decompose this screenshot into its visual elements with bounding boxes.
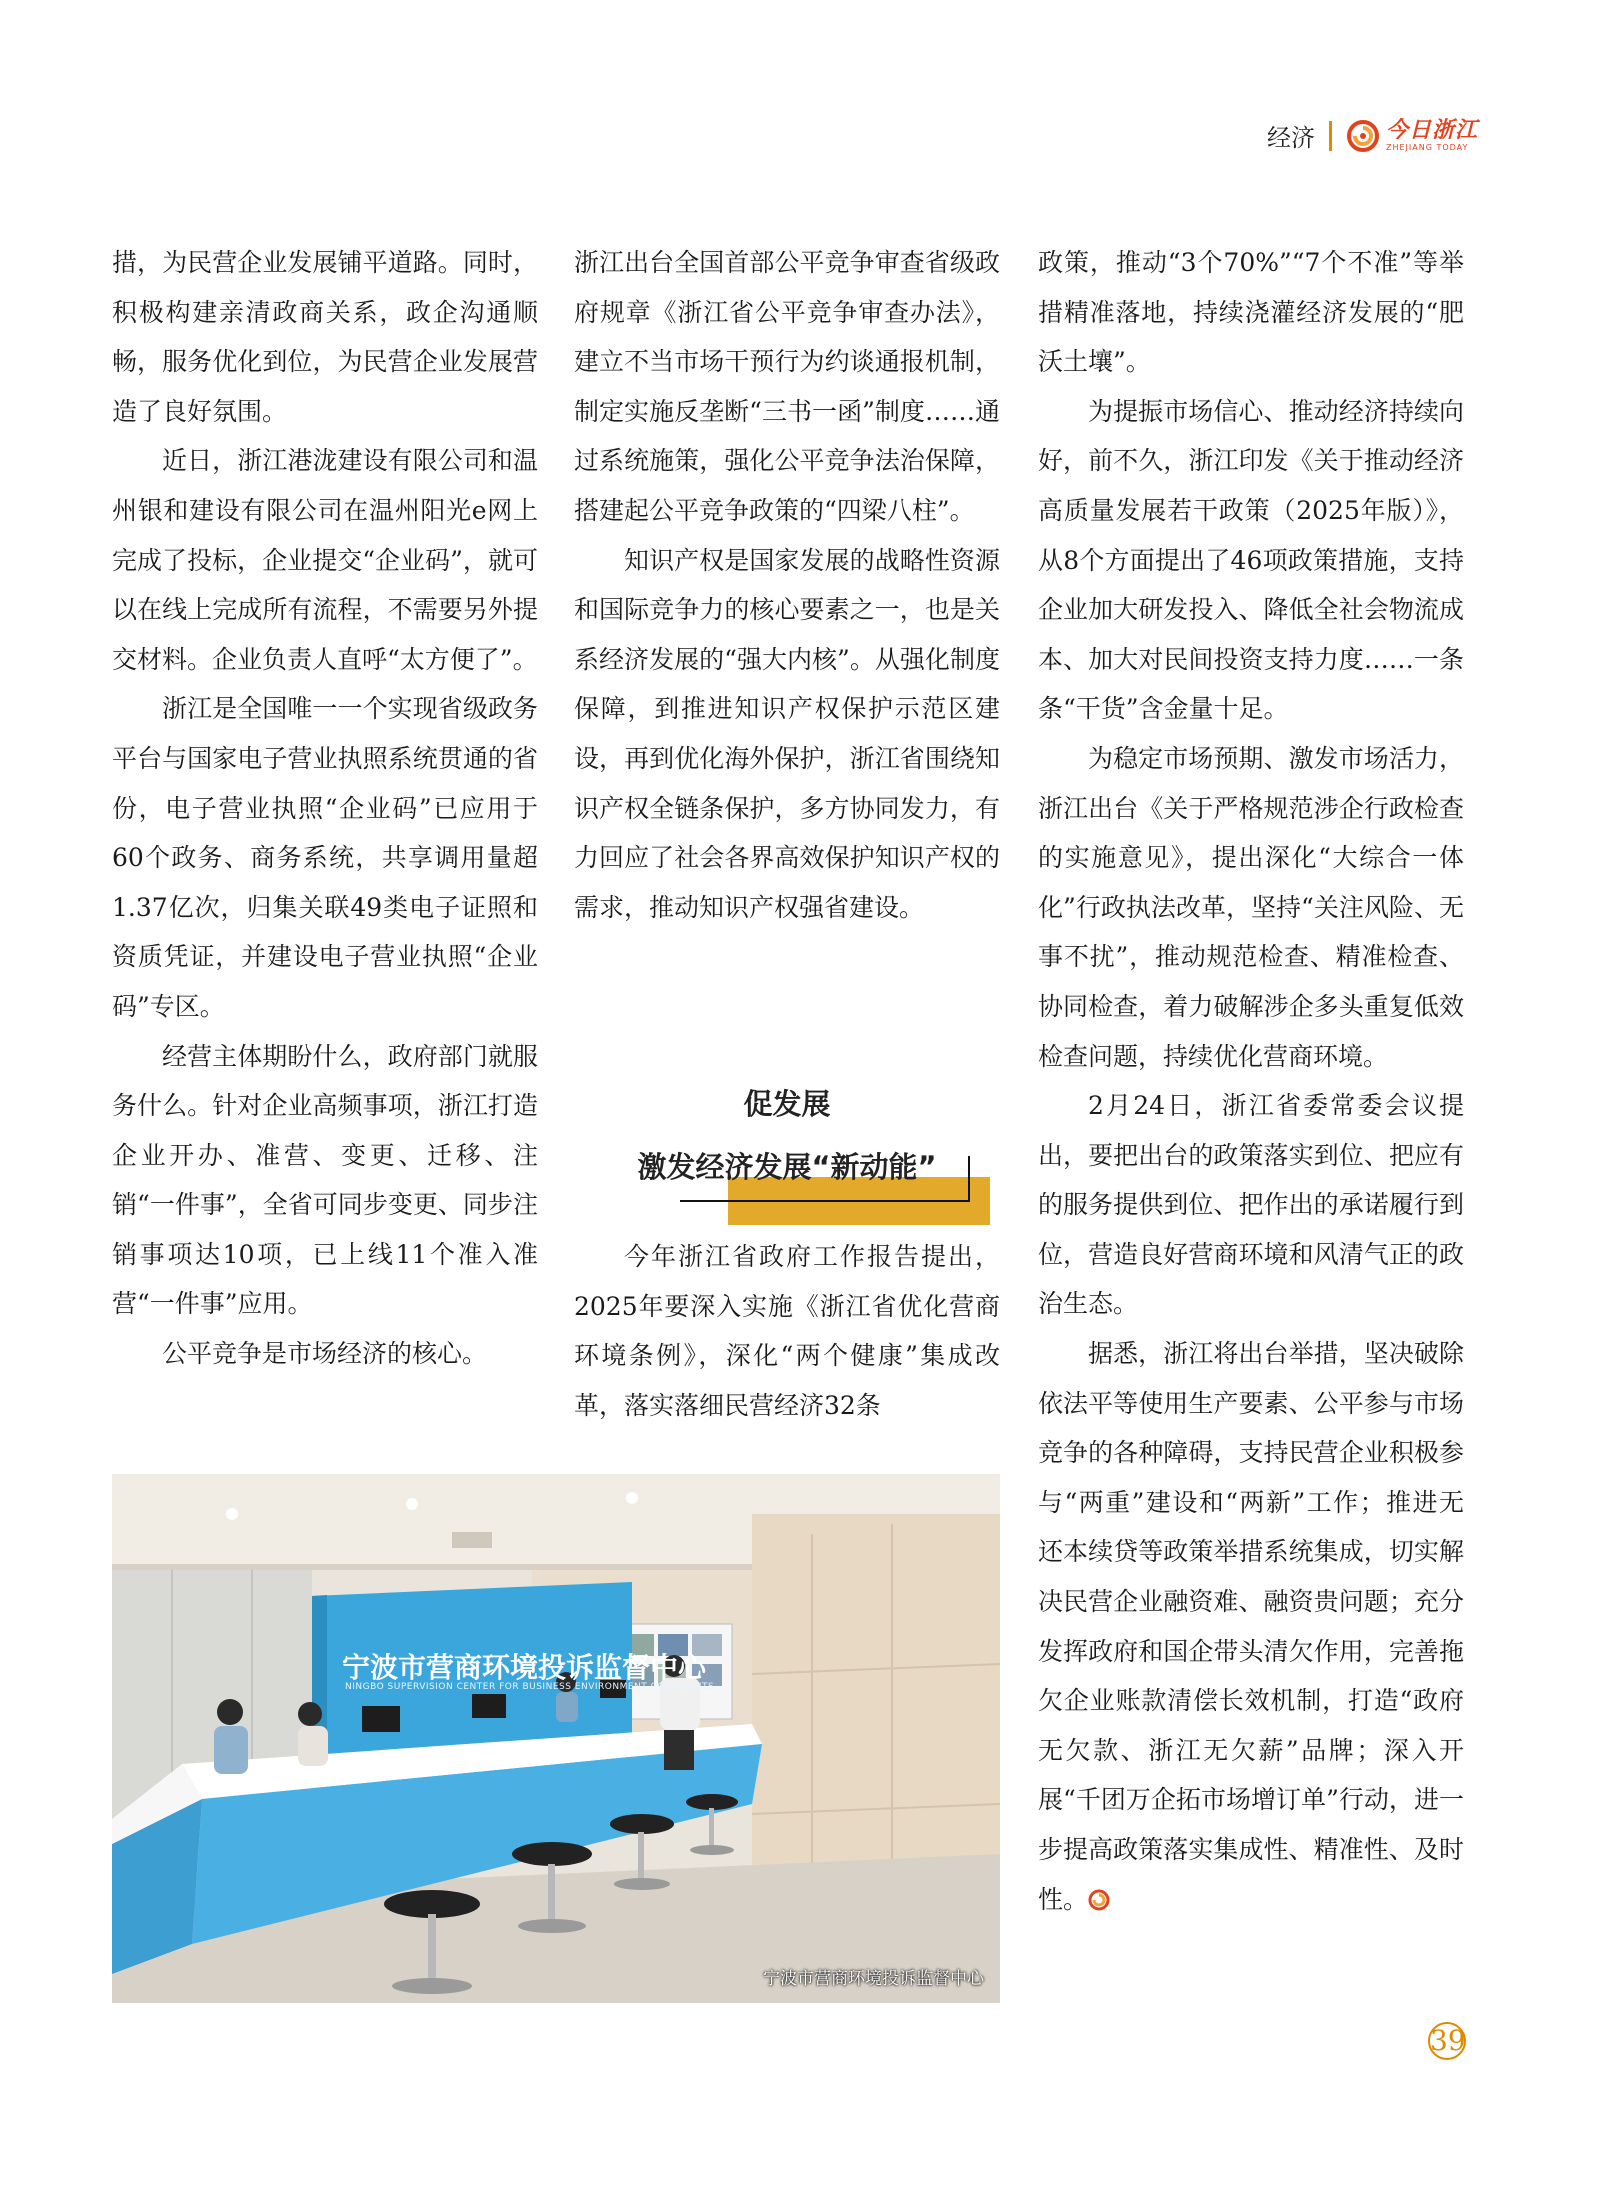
end-mark-icon — [1088, 1889, 1110, 1911]
paragraph: 近日，浙江港泷建设有限公司和温州银和建设有限公司在温州阳光e网上完成了投标，企业提交“企业码”，就可以在线上完成所有流程，不需要另外提交材料。企业负责人直呼“太方便了”。 — [112, 446, 538, 674]
paragraph: 今年浙江省政府工作报告提出，2025年要深入实施《浙江省优化营商环境条例》，深化“两个健康”集成改革，落实落细民营经济32条 — [574, 1242, 1000, 1420]
photo-sign-text: 宁波市营商环境投诉监督中心 — [342, 1651, 707, 1684]
heading-kicker: 促发展 — [743, 1087, 831, 1121]
heading-title: 激发经济发展“新动能” — [637, 1150, 937, 1184]
photo-sign-english: NINGBO SUPERVISION CENTER FOR BUSINESS ENVIRONMENT COMPLAINTS — [345, 1682, 715, 1692]
paragraph-text: 据悉，浙江将出台举措，坚决破除依法平等使用生产要素、公平参与市场竞争的各种障碍，支持民营企业积极参与“两重”建设和“两新”工作；推进无还本续贷等政策举措系统集成，切实解决民营企业融资难、融资贵问题；充分发挥政府和国企带头清欠作用，完善拖欠企业账款清偿长效机制，打造“政府无欠款、浙江无欠薪”品牌；深入开展“千团万企拓市场增订单”行动，进一步提高政策落实集成性、精准性、及时性。 — [1038, 1339, 1464, 1914]
paragraph: 经营主体期盼什么，政府部门就服务什么。针对企业高频事项，浙江打造企业开办、准营、变更、迁移、注销“一件事”，全省可同步变更、同步注销事项达10项，已上线11个准入准营“一件事”应用。 — [112, 1041, 538, 1319]
logo-subtext: ZHEJIANG TODAY — [1385, 142, 1469, 152]
office-photo — [112, 1474, 1000, 2003]
page-number: 39 — [1428, 2022, 1466, 2060]
paragraph: 公平竞争是市场经济的核心。 — [162, 1339, 488, 1369]
article-column-2-continued — [574, 1232, 1000, 1430]
section-heading — [574, 1082, 1000, 1232]
swirl-logo-icon — [1346, 119, 1380, 153]
page-header — [1267, 118, 1478, 153]
heading-rule — [680, 1200, 970, 1202]
photo-illustration — [112, 1474, 1000, 2003]
paragraph: 2月24日，浙江省委常委会议提出，要把出台的政策落实到位、把应有的服务提供到位、把作出的承诺履行到位，营造良好营商环境和风清气正的政治生态。 — [1038, 1091, 1464, 1319]
paragraph: 为提振市场信心、推动经济持续向好，前不久，浙江印发《关于推动经济高质量发展若干政策（2025年版）》，从8个方面提出了46项政策措施，支持企业加大研发投入、降低全社会物流成本、加大对民间投资支持力度……一条条“干货”含金量十足。 — [1038, 396, 1464, 724]
magazine-logo — [1346, 119, 1478, 153]
paragraph: 浙江出台全国首部公平竞争审查省级政府规章《浙江省公平竞争审查办法》，建立不当市场干预行为约谈通报机制，制定实施反垄断“三书一函”制度……通过系统施策，强化公平竞争法治保障，搭建起公平竞争政策的“四梁八柱”。 — [574, 248, 1000, 525]
article-column-2 — [574, 238, 1000, 932]
article-column-1 — [112, 238, 538, 1379]
logo-text: 今日浙江 — [1385, 117, 1478, 143]
article-column-3 — [1038, 238, 1464, 1924]
photo-caption: 宁波市营商环境投诉监督中心 — [763, 1969, 984, 1989]
paragraph — [1038, 1329, 1464, 1924]
paragraph: 政策，推动“3个70%”“7个不准”等举措精准落地，持续浇灌经济发展的“肥沃土壤”。 — [1038, 248, 1464, 377]
section-label: 经济 — [1266, 124, 1315, 152]
paragraph: 浙江是全国唯一一个实现省级政务平台与国家电子营业执照系统贯通的省份，电子营业执照“企业码”已应用于60个政务、商务系统，共享调用量超1.37亿次，归集关联49类电子证照和资质凭证，并建设电子营业执照“企业码”专区。 — [112, 694, 538, 1021]
header-divider — [1329, 121, 1332, 151]
paragraph: 为稳定市场预期、激发市场活力，浙江出台《关于严格规范涉企行政检查的实施意见》，提出深化“大综合一体化”行政执法改革，坚持“关注风险、无事不扰”，推动规范检查、精准检查、协同检查，着力破解涉企多头重复低效检查问题，持续优化营商环境。 — [1038, 743, 1464, 1071]
paragraph: 措，为民营企业发展铺平道路。同时，积极构建亲清政商关系，政企沟通顺畅，服务优化到位，为民营企业发展营造了良好氛围。 — [112, 248, 538, 426]
paragraph: 知识产权是国家发展的战略性资源和国际竞争力的核心要素之一，也是关系经济发展的“强大内核”。从强化制度保障，到推进知识产权保护示范区建设，再到优化海外保护，浙江省围绕知识产权全链条保护，多方协同发力，有力回应了社会各界高效保护知识产权的需求，推动知识产权强省建设。 — [574, 545, 1000, 922]
